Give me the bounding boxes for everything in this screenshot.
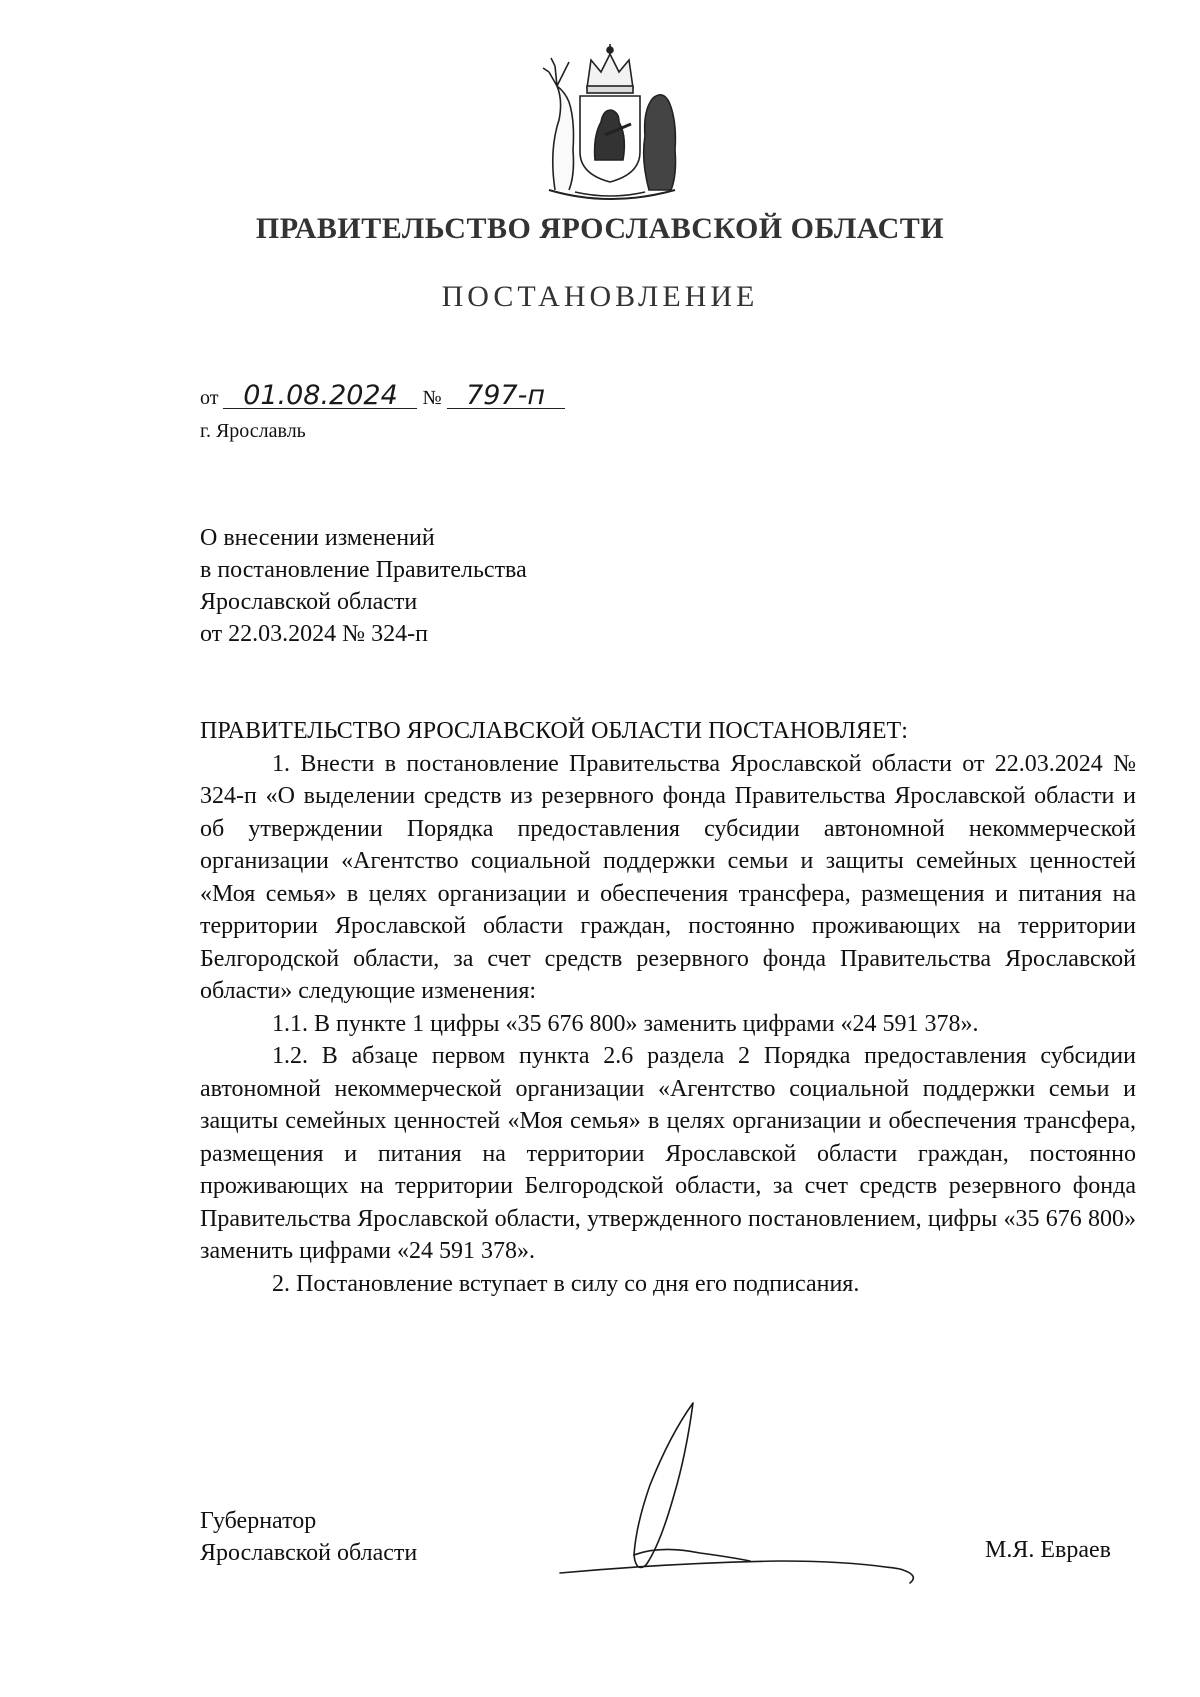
subject-line: Ярославской области [200, 589, 418, 615]
handwritten-signature [550, 1395, 950, 1595]
handwritten-date: 01.08.2024 [223, 384, 417, 409]
subject-line: в постановление Правительства [200, 557, 527, 583]
paragraph-item-1-2: 1.2. В абзаце первом пункта 2.6 раздела 2 Порядка предоставления субсидии автономной некоммерческой организации «Агентство социальной поддержки семьи и защиты семейных ценностей «Моя семья» в целях организации и обеспечения трансфера, размещения и питания на территории Ярославской области граждан, постоянно проживающих на территории Белгородской области, за счет средств резервного фонда Правительства Ярославской области, утвержденного постановлением, цифры «35 676 800» заменить цифрами «24 591 378». [200, 1043, 1136, 1264]
date-prefix: от [200, 387, 219, 409]
signatory-position [200, 1505, 417, 1569]
government-title: ПРАВИТЕЛЬСТВО ЯРОСЛАВСКОЙ ОБЛАСТИ [255, 212, 945, 245]
document-type: ПОСТАНОВЛЕНИЕ [441, 280, 759, 313]
resolution-lead: ПРАВИТЕЛЬСТВО ЯРОСЛАВСКОЙ ОБЛАСТИ ПОСТАНОВЛЯЕТ: [200, 718, 908, 744]
resolution-body [200, 715, 1136, 1300]
position-line: Губернатор [200, 1508, 317, 1534]
registration-line [200, 380, 565, 411]
coat-of-arms-icon [535, 40, 685, 200]
paragraph-item-2: 2. Постановление вступает в силу со дня его подписания. [272, 1270, 860, 1297]
paragraph-item-1-1: 1.1. В пункте 1 цифры «35 676 800» заменить цифрами «24 591 378». [272, 1010, 979, 1037]
paragraph-item-1: 1. Внести в постановление Правительства Ярославской области от 22.03.2024 № 324-п «О выделении средств из резервного фонда Правительства Ярославской области и об утверждении Порядка предоставления субсидии автономной некоммерческой организации «Агентство социальной поддержки семьи и защиты семейных ценностей «Моя семья» в целях организации и обеспечения трансфера, размещения и питания на территории Ярославской области граждан, постоянно проживающих на территории Белгородской области, за счет средств резервного фонда Правительства Ярославской области» следующие изменения: [200, 750, 1136, 1004]
handwritten-number: 797-п [447, 384, 565, 409]
city-label: г. Ярославль [200, 420, 306, 442]
position-line: Ярославской области [200, 1540, 418, 1566]
signatory-name: М.Я. Евраев [985, 1537, 1111, 1563]
subject-heading [200, 522, 527, 650]
subject-line: О внесении изменений [200, 525, 435, 551]
subject-line: от 22.03.2024 № 324-п [200, 621, 428, 647]
number-sign: № [422, 387, 442, 409]
